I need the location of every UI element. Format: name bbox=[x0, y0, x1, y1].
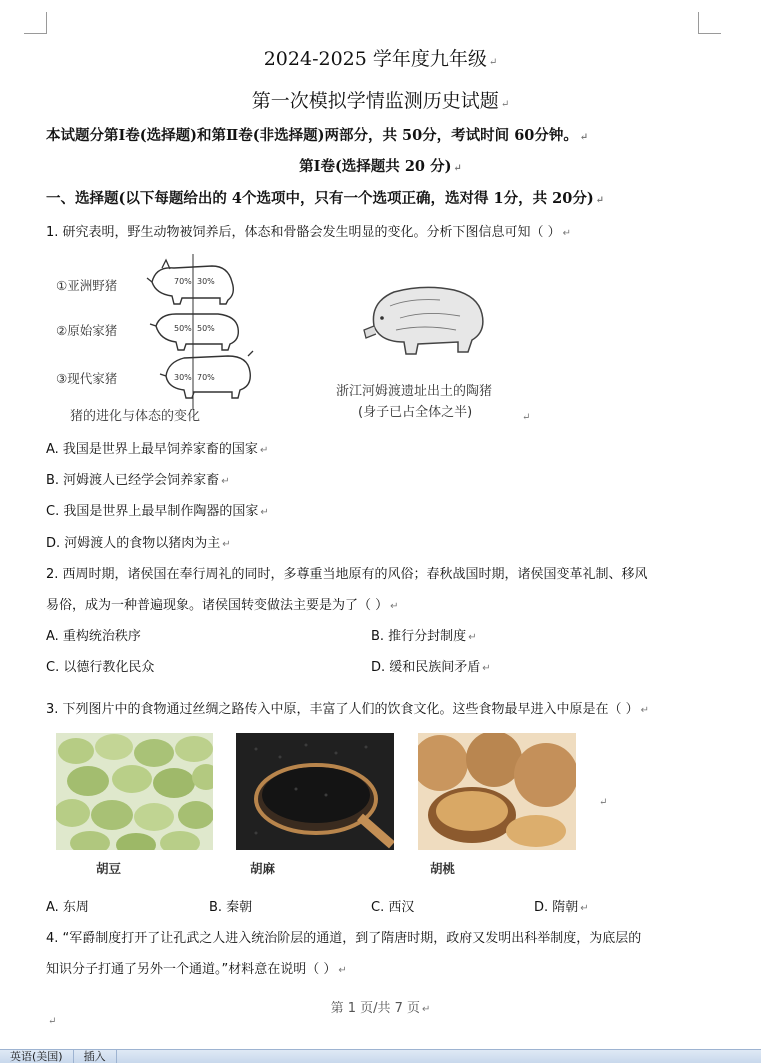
option: D. 隋朝 ↵ bbox=[534, 900, 589, 915]
pct-label: 70% bbox=[174, 277, 192, 286]
figure-row-label: ①亚洲野猪 bbox=[56, 278, 118, 293]
option: C. 以德行教化民众 bbox=[46, 660, 155, 675]
figure-caption: 猪的进化与体态的变化 bbox=[70, 409, 201, 424]
exam-title: 第一次模拟学情监测历史试题 ↵ bbox=[251, 90, 510, 112]
option: A. 重构统治秩序 bbox=[46, 629, 141, 644]
question-2-stem: 2. 西周时期，诸侯国在奉行周礼的同时，多尊重当地原有的风俗；春秋战国时期，诸侯国变革礼制、移风 bbox=[46, 567, 648, 582]
question-2-stem: 易俗，成为一种普遍现象。诸侯国转变做法主要是为了（ ） ↵ bbox=[46, 598, 399, 613]
pottery-pig-figure bbox=[330, 270, 530, 430]
crop-mark bbox=[46, 12, 47, 34]
image-caption: 胡麻 bbox=[250, 861, 276, 876]
pct-label: 30% bbox=[197, 277, 215, 286]
option: D. 河姆渡人的食物以猪肉为主 ↵ bbox=[46, 536, 231, 551]
pct-label: 30% bbox=[174, 373, 192, 382]
option: C. 西汉 bbox=[371, 900, 415, 915]
option: B. 河姆渡人已经学会饲养家畜 ↵ bbox=[46, 473, 230, 488]
pct-label: 50% bbox=[174, 324, 192, 333]
pct-label: 70% bbox=[197, 373, 215, 382]
page-number: 第 1 页/共 7 页 ↵ bbox=[330, 1001, 431, 1016]
question-1-stem: 1. 研究表明，野生动物被饲养后，体态和骨骼会发生明显的变化。分析下图信息可知（ ） ↵ bbox=[46, 225, 572, 240]
question-4-stem: 知识分子打通了另外一个通道。”材料意在说明（ ） ↵ bbox=[46, 962, 347, 977]
language-indicator[interactable]: 英语(美国) bbox=[0, 1050, 74, 1063]
option: A. 我国是世界上最早饲养家畜的国家 ↵ bbox=[46, 442, 269, 457]
crop-mark bbox=[698, 12, 699, 34]
broad-bean-photo bbox=[56, 733, 213, 850]
paragraph-mark: ↵ bbox=[48, 1016, 57, 1027]
figure-row-label: ②原始家猪 bbox=[56, 323, 118, 338]
option: B. 推行分封制度 ↵ bbox=[371, 629, 477, 644]
figure-caption: 浙江河姆渡遗址出土的陶猪 bbox=[336, 384, 493, 399]
crop-mark bbox=[24, 33, 47, 34]
option: A. 东周 bbox=[46, 900, 89, 915]
option: C. 我国是世界上最早制作陶器的国家 ↵ bbox=[46, 504, 269, 519]
section-title: 第Ⅰ卷(选择题共 20 分) ↵ bbox=[299, 158, 462, 175]
status-bar bbox=[0, 1049, 761, 1063]
option: D. 缓和民族间矛盾 ↵ bbox=[371, 660, 491, 675]
pig-evolution-figure bbox=[52, 252, 267, 427]
figure-row-label: ③现代家猪 bbox=[56, 371, 118, 386]
insert-mode-indicator[interactable]: 插入 bbox=[74, 1050, 117, 1063]
sesame-photo bbox=[236, 733, 394, 850]
question-4-stem: 4. “军爵制度打开了让孔武之人进入统治阶层的通道，到了隋唐时期，政府又发明出科举制度，为底层的 bbox=[46, 931, 642, 946]
pig-outline-icon bbox=[52, 252, 267, 427]
figure-caption: (身子已占全体之半) bbox=[358, 405, 473, 420]
question-3-stem: 3. 下列图片中的食物通过丝绸之路传入中原，丰富了人们的饮食文化。这些食物最早进入中原是在（ ） ↵ bbox=[46, 702, 650, 717]
pottery-pig-icon bbox=[360, 282, 490, 362]
option: B. 秦朝 bbox=[209, 900, 253, 915]
image-caption: 胡桃 bbox=[430, 861, 456, 876]
part-title: 一、选择题(以下每题给出的 4个选项中，只有一个选项正确，选对得 1分，共 20分) ↵ bbox=[46, 190, 605, 207]
pct-label: 50% bbox=[197, 324, 215, 333]
walnut-photo bbox=[418, 733, 576, 850]
paragraph-mark: ↵ bbox=[599, 797, 608, 808]
exam-title-year: 2024-2025 学年度九年级 ↵ bbox=[263, 48, 498, 70]
crop-mark bbox=[698, 33, 721, 34]
exam-intro: 本试题分第Ⅰ卷(选择题)和第Ⅱ卷(非选择题)两部分，共 50分，考试时间 60分钟。 ↵ bbox=[46, 127, 589, 144]
paragraph-mark: ↵ bbox=[522, 412, 531, 423]
image-caption: 胡豆 bbox=[96, 861, 122, 876]
